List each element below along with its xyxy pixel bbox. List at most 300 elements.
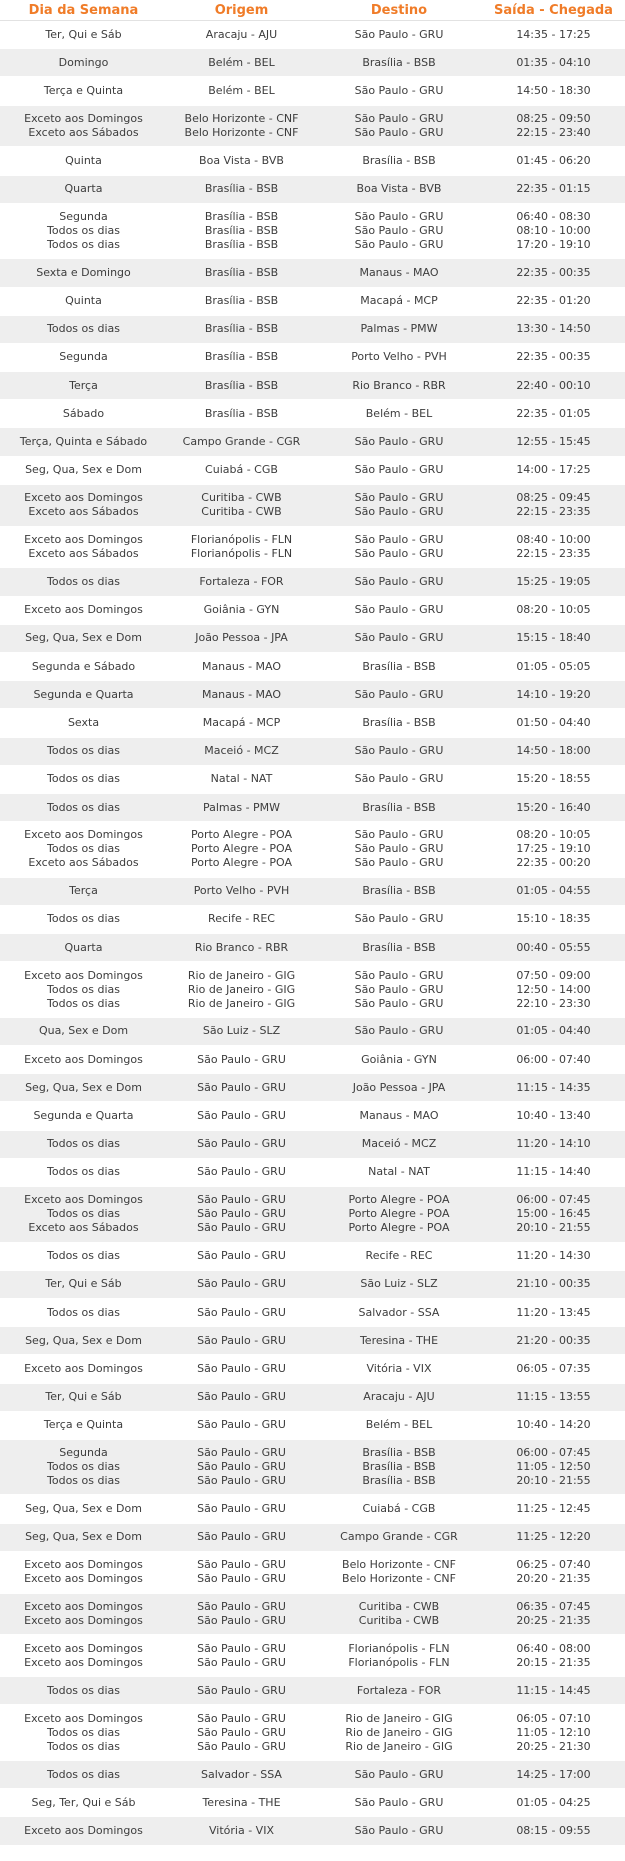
cell-line: Maceió - MCZ [204,744,279,758]
cell-line: Terça, Quinta e Sábado [19,435,148,449]
cell-day [0,491,167,519]
cell-line: Brasília - BSB [204,224,279,238]
cell-destination [316,407,482,421]
cell-line: São Paulo - GRU [354,842,444,856]
table-row [0,1594,625,1636]
cell-origin [167,84,316,98]
cell-line: 20:10 - 21:55 [516,1221,591,1235]
cell-line: Brasília - BSB [362,940,436,954]
cell-destination [316,603,482,617]
cell-line: São Paulo - GRU [354,828,444,842]
table-row [0,428,625,456]
cell-origin [167,1446,316,1488]
cell-line: São Paulo - GRU [354,982,444,996]
table-row [0,485,625,527]
cell-origin [167,533,316,561]
cell-day [0,533,167,561]
table-row [0,77,625,105]
cell-line: São Paulo - GRU [197,1165,286,1179]
cell-times [482,941,625,955]
cell-origin [167,1165,316,1179]
cell-line: 22:35 - 01:20 [516,294,591,308]
cell-line: São Paulo - GRU [197,1711,286,1725]
cell-line: Todos os dias [47,1474,120,1488]
cell-destination [316,744,482,758]
cell-day [0,969,167,1011]
cell-times [482,1165,625,1179]
cell-destination [316,1024,482,1038]
cell-line: Ter, Qui e Sáb [45,1390,122,1404]
table-row [0,204,625,260]
cell-times [482,1193,625,1235]
cell-line: Curitiba - CWB [201,491,282,505]
cell-origin [167,1768,316,1782]
cell-times [482,407,625,421]
cell-line: Salvador - SSA [201,1767,282,1781]
cell-line: São Paulo - GRU [354,968,444,982]
cell-line: 06:00 - 07:45 [516,1193,591,1207]
cell-line: São Paulo - GRU [197,1207,286,1221]
cell-day [0,801,167,815]
cell-line: 22:10 - 23:30 [516,996,591,1010]
cell-line: 08:15 - 09:55 [516,1824,591,1837]
table-body [0,21,625,1846]
cell-line: Porto Velho - PVH [193,884,290,898]
table-row [0,1677,625,1705]
table-row [0,766,625,794]
cell-day [0,350,167,364]
cell-line: Todos os dias [47,238,120,252]
cell-line: Exceto aos Domingos [24,1361,143,1375]
cell-times [482,350,625,364]
cell-line: São Paulo - GRU [354,631,444,645]
cell-times [482,1600,625,1628]
cell-line: Sexta [67,715,100,729]
cell-line: Exceto aos Sábados [28,1221,139,1235]
cell-destination [316,1796,482,1810]
cell-destination [316,28,482,42]
cell-line: São Paulo - GRU [197,1502,286,1516]
cell-line: São Paulo - GRU [197,1614,286,1628]
table-row [0,906,625,934]
cell-line: Brasília - BSB [204,210,279,224]
cell-line: Curitiba - CWB [358,1614,440,1628]
cell-line: Terça e Quinta [43,83,124,97]
table-row [0,527,625,569]
cell-line: Aracaju - AJU [205,27,278,41]
table-row [0,1102,625,1130]
cell-line: Exceto aos Domingos [24,111,143,125]
cell-line: Rio Branco - RBR [194,940,289,954]
table-row [0,21,625,49]
cell-destination [316,154,482,168]
cell-line: Todos os dias [47,575,120,589]
cell-times [482,1642,625,1670]
table-row [0,1524,625,1552]
cell-origin [167,56,316,70]
cell-line: Belém - BEL [208,55,275,69]
cell-origin [167,1600,316,1628]
cell-destination [316,801,482,815]
cell-origin [167,828,316,870]
cell-line: São Paulo - GRU [354,603,444,617]
cell-times [482,575,625,589]
cell-day [0,84,167,98]
cell-times [482,1081,625,1095]
table-row [0,106,625,148]
cell-line: 06:00 - 07:40 [516,1052,591,1066]
cell-line: 11:20 - 14:30 [516,1249,591,1263]
cell-times [482,603,625,617]
table-row [0,1046,625,1074]
cell-destination [316,322,482,336]
cell-line: Brasília - BSB [204,378,279,392]
cell-line: Seg, Qua, Sex e Dom [25,1333,142,1347]
cell-line: São Paulo - GRU [354,27,444,41]
cell-times [482,1796,625,1810]
cell-line: Todos os dias [47,772,120,786]
cell-origin [167,912,316,926]
cell-times [482,1558,625,1586]
cell-line: 15:20 - 18:55 [516,772,591,786]
cell-day [0,1684,167,1698]
cell-line: São Paulo - GRU [197,1460,286,1474]
cell-line: São Paulo - GRU [197,1361,286,1375]
cell-times [482,1053,625,1067]
cell-line: Todos os dias [47,1207,120,1221]
cell-line: Quarta [64,940,103,954]
cell-day [0,884,167,898]
table-row [0,1131,625,1159]
cell-day [0,210,167,252]
cell-line: Seg, Qua, Sex e Dom [25,1502,142,1516]
cell-origin [167,154,316,168]
cell-day [0,744,167,758]
cell-destination [316,463,482,477]
table-row [0,1635,625,1677]
cell-line: João Pessoa - JPA [195,631,288,645]
cell-line: 06:40 - 08:00 [516,1641,591,1655]
cell-line: Sexta e Domingo [36,265,131,279]
cell-day [0,1824,167,1838]
cell-line: 01:50 - 04:40 [516,715,591,729]
cell-line: Segunda e Quarta [33,687,134,701]
cell-line: Brasília - BSB [362,1474,436,1488]
cell-line: 20:25 - 21:35 [516,1614,591,1628]
cell-day [0,1768,167,1782]
cell-line: Seg, Ter, Qui e Sáb [31,1795,136,1809]
cell-line: São Paulo - GRU [197,1249,286,1263]
cell-line: Porto Alegre - POA [191,828,292,842]
table-row [0,457,625,485]
cell-line: Todos os dias [47,744,120,758]
cell-line: Recife - REC [365,1249,433,1263]
cell-origin [167,1306,316,1320]
cell-origin [167,350,316,364]
cell-line: 12:50 - 14:00 [516,982,591,996]
cell-times [482,1446,625,1488]
cell-day [0,294,167,308]
table-row [0,1299,625,1327]
cell-day [0,463,167,477]
cell-line: 17:25 - 19:10 [516,842,591,856]
cell-origin [167,1824,316,1838]
cell-day [0,688,167,702]
cell-day [0,1109,167,1123]
cell-line: 21:20 - 00:35 [516,1333,591,1347]
cell-line: Ter, Qui e Sáb [45,27,122,41]
table-row [0,1384,625,1412]
cell-line: São Luiz - SLZ [360,1277,438,1291]
cell-line: Campo Grande - CGR [182,435,301,449]
cell-day [0,1334,167,1348]
cell-line: 22:15 - 23:35 [516,505,591,519]
cell-line: São Paulo - GRU [197,1418,286,1432]
cell-day [0,56,167,70]
cell-line: Palmas - PMW [360,322,438,336]
table-row [0,372,625,400]
cell-line: São Paulo - GRU [197,1572,286,1586]
cell-line: Vitória - VIX [209,1824,274,1837]
cell-line: Manaus - MAO [201,687,282,701]
cell-line: São Paulo - GRU [197,1530,286,1544]
cell-line: São Paulo - GRU [354,533,444,547]
cell-line: Cuiabá - CGB [362,1502,436,1516]
cell-origin [167,491,316,519]
cell-line: 22:35 - 01:05 [516,406,591,420]
cell-line: 06:00 - 07:45 [516,1446,591,1460]
cell-line: Brasília - BSB [204,294,279,308]
cell-line: 11:25 - 12:20 [516,1530,591,1544]
cell-line: Brasília - BSB [362,884,436,898]
cell-origin [167,941,316,955]
cell-times [482,1712,625,1754]
cell-line: 22:35 - 00:35 [516,265,591,279]
cell-destination [316,772,482,786]
cell-line: Belém - BEL [208,83,275,97]
cell-line: Natal - NAT [368,1165,430,1179]
cell-line: Quinta [65,153,102,167]
cell-day [0,1193,167,1235]
cell-line: Brasília - BSB [362,800,436,814]
cell-day [0,379,167,393]
cell-line: 17:20 - 19:10 [516,238,591,252]
table-row [0,1074,625,1102]
cell-times [482,1362,625,1376]
cell-line: 15:25 - 19:05 [516,575,591,589]
cell-destination [316,379,482,393]
cell-destination [316,112,482,140]
cell-destination [316,533,482,561]
cell-line: 01:35 - 04:10 [516,55,591,69]
cell-times [482,688,625,702]
cell-times [482,84,625,98]
table-row [0,625,625,653]
cell-origin [167,1502,316,1516]
cell-times [482,463,625,477]
cell-line: Belém - BEL [365,1418,433,1432]
cell-origin [167,210,316,252]
cell-origin [167,294,316,308]
cell-day [0,912,167,926]
cell-destination [316,1768,482,1782]
cell-line: 22:15 - 23:40 [516,125,591,139]
cell-line: São Paulo - GRU [197,1474,286,1488]
cell-line: São Paulo - GRU [197,1655,286,1669]
cell-times [482,1502,625,1516]
cell-line: 22:35 - 00:20 [516,856,591,870]
cell-origin [167,969,316,1011]
cell-line: 22:15 - 23:35 [516,547,591,561]
cell-line: Exceto aos Domingos [24,491,143,505]
cell-line: Exceto aos Domingos [24,1558,143,1572]
cell-line: 01:45 - 06:20 [516,153,591,167]
cell-times [482,210,625,252]
cell-line: 12:55 - 15:45 [516,435,591,449]
cell-destination [316,1502,482,1516]
cell-line: Sábado [62,406,105,420]
cell-line: 01:05 - 05:05 [516,659,591,673]
cell-origin [167,801,316,815]
cell-line: Brasília - BSB [362,715,436,729]
header-origin: Origem [214,2,269,18]
cell-day [0,1306,167,1320]
cell-origin [167,575,316,589]
cell-line: Florianópolis - FLN [190,547,293,561]
cell-day [0,828,167,870]
cell-destination [316,210,482,252]
cell-day [0,1600,167,1628]
cell-line: Todos os dias [47,1137,120,1151]
cell-line: 08:40 - 10:00 [516,533,591,547]
table-row [0,1187,625,1243]
cell-destination [316,491,482,519]
cell-line: 21:10 - 00:35 [516,1277,591,1291]
cell-times [482,56,625,70]
cell-line: Todos os dias [47,1725,120,1739]
cell-origin [167,1418,316,1432]
cell-origin [167,631,316,645]
cell-line: Ter, Qui e Sáb [45,1277,122,1291]
cell-day [0,1558,167,1586]
cell-line: Todos os dias [47,1305,120,1319]
cell-line: Rio Branco - RBR [352,378,446,392]
cell-times [482,801,625,815]
cell-destination [316,84,482,98]
cell-line: Manaus - MAO [201,659,282,673]
cell-origin [167,744,316,758]
cell-destination [316,1600,482,1628]
cell-origin [167,1137,316,1151]
cell-line: Todos os dias [47,1460,120,1474]
cell-origin [167,182,316,196]
cell-line: Florianópolis - FLN [348,1655,450,1669]
cell-line: 11:25 - 12:45 [516,1502,591,1516]
cell-line: 01:05 - 04:40 [516,1024,591,1038]
cell-origin [167,1334,316,1348]
cell-times [482,772,625,786]
cell-line: Todos os dias [47,996,120,1010]
cell-line: Brasília - BSB [362,1446,436,1460]
cell-line: Quarta [64,182,103,196]
cell-line: 07:50 - 09:00 [516,968,591,982]
cell-line: São Paulo - GRU [354,83,444,97]
cell-destination [316,1712,482,1754]
cell-line: Exceto aos Domingos [24,1572,143,1586]
cell-line: Exceto aos Domingos [24,1193,143,1207]
cell-day [0,1530,167,1544]
cell-times [482,112,625,140]
cell-line: São Paulo - GRU [354,1767,444,1781]
cell-origin [167,772,316,786]
cell-line: Campo Grande - CGR [340,1530,458,1544]
cell-times [482,491,625,519]
cell-line: São Paulo - GRU [354,125,444,139]
cell-times [482,1390,625,1404]
cell-line: São Paulo - GRU [354,210,444,224]
cell-origin [167,603,316,617]
cell-destination [316,56,482,70]
cell-origin [167,1390,316,1404]
cell-line: 06:40 - 08:30 [516,210,591,224]
cell-line: Macapá - MCP [202,715,281,729]
cell-times [482,379,625,393]
cell-day [0,1642,167,1670]
cell-line: 01:05 - 04:25 [516,1795,591,1809]
cell-line: São Paulo - GRU [354,1024,444,1038]
table-row [0,962,625,1018]
cell-line: Seg, Qua, Sex e Dom [25,463,142,477]
table-row [0,176,625,204]
cell-destination [316,1165,482,1179]
cell-line: 20:15 - 21:35 [516,1655,591,1669]
cell-line: Brasília - BSB [204,406,279,420]
cell-line: Todos os dias [47,912,120,926]
cell-line: São Paulo - GRU [354,1824,444,1837]
table-row [0,934,625,962]
table-row [0,400,625,428]
cell-origin [167,1024,316,1038]
cell-day [0,182,167,196]
cell-line: 10:40 - 13:40 [516,1109,591,1123]
cell-line: São Paulo - GRU [197,1109,286,1123]
cell-origin [167,1642,316,1670]
cell-line: São Paulo - GRU [354,996,444,1010]
table-row [0,1271,625,1299]
cell-line: 20:25 - 21:30 [516,1739,591,1753]
cell-line: Belo Horizonte - CNF [184,125,299,139]
cell-line: Palmas - PMW [202,800,281,814]
cell-times [482,969,625,1011]
table-row [0,653,625,681]
cell-line: São Paulo - GRU [354,224,444,238]
cell-day [0,1362,167,1376]
cell-line: 11:15 - 13:55 [516,1390,591,1404]
table-row [0,1355,625,1383]
cell-destination [316,1530,482,1544]
cell-times [482,1306,625,1320]
cell-line: Todos os dias [47,322,120,336]
cell-line: 14:50 - 18:00 [516,744,591,758]
cell-day [0,322,167,336]
cell-line: Brasília - BSB [362,153,436,167]
cell-day [0,1796,167,1810]
cell-origin [167,1362,316,1376]
cell-origin [167,884,316,898]
cell-line: Recife - REC [208,912,275,926]
cell-line: Terça [69,378,98,392]
cell-destination [316,1081,482,1095]
